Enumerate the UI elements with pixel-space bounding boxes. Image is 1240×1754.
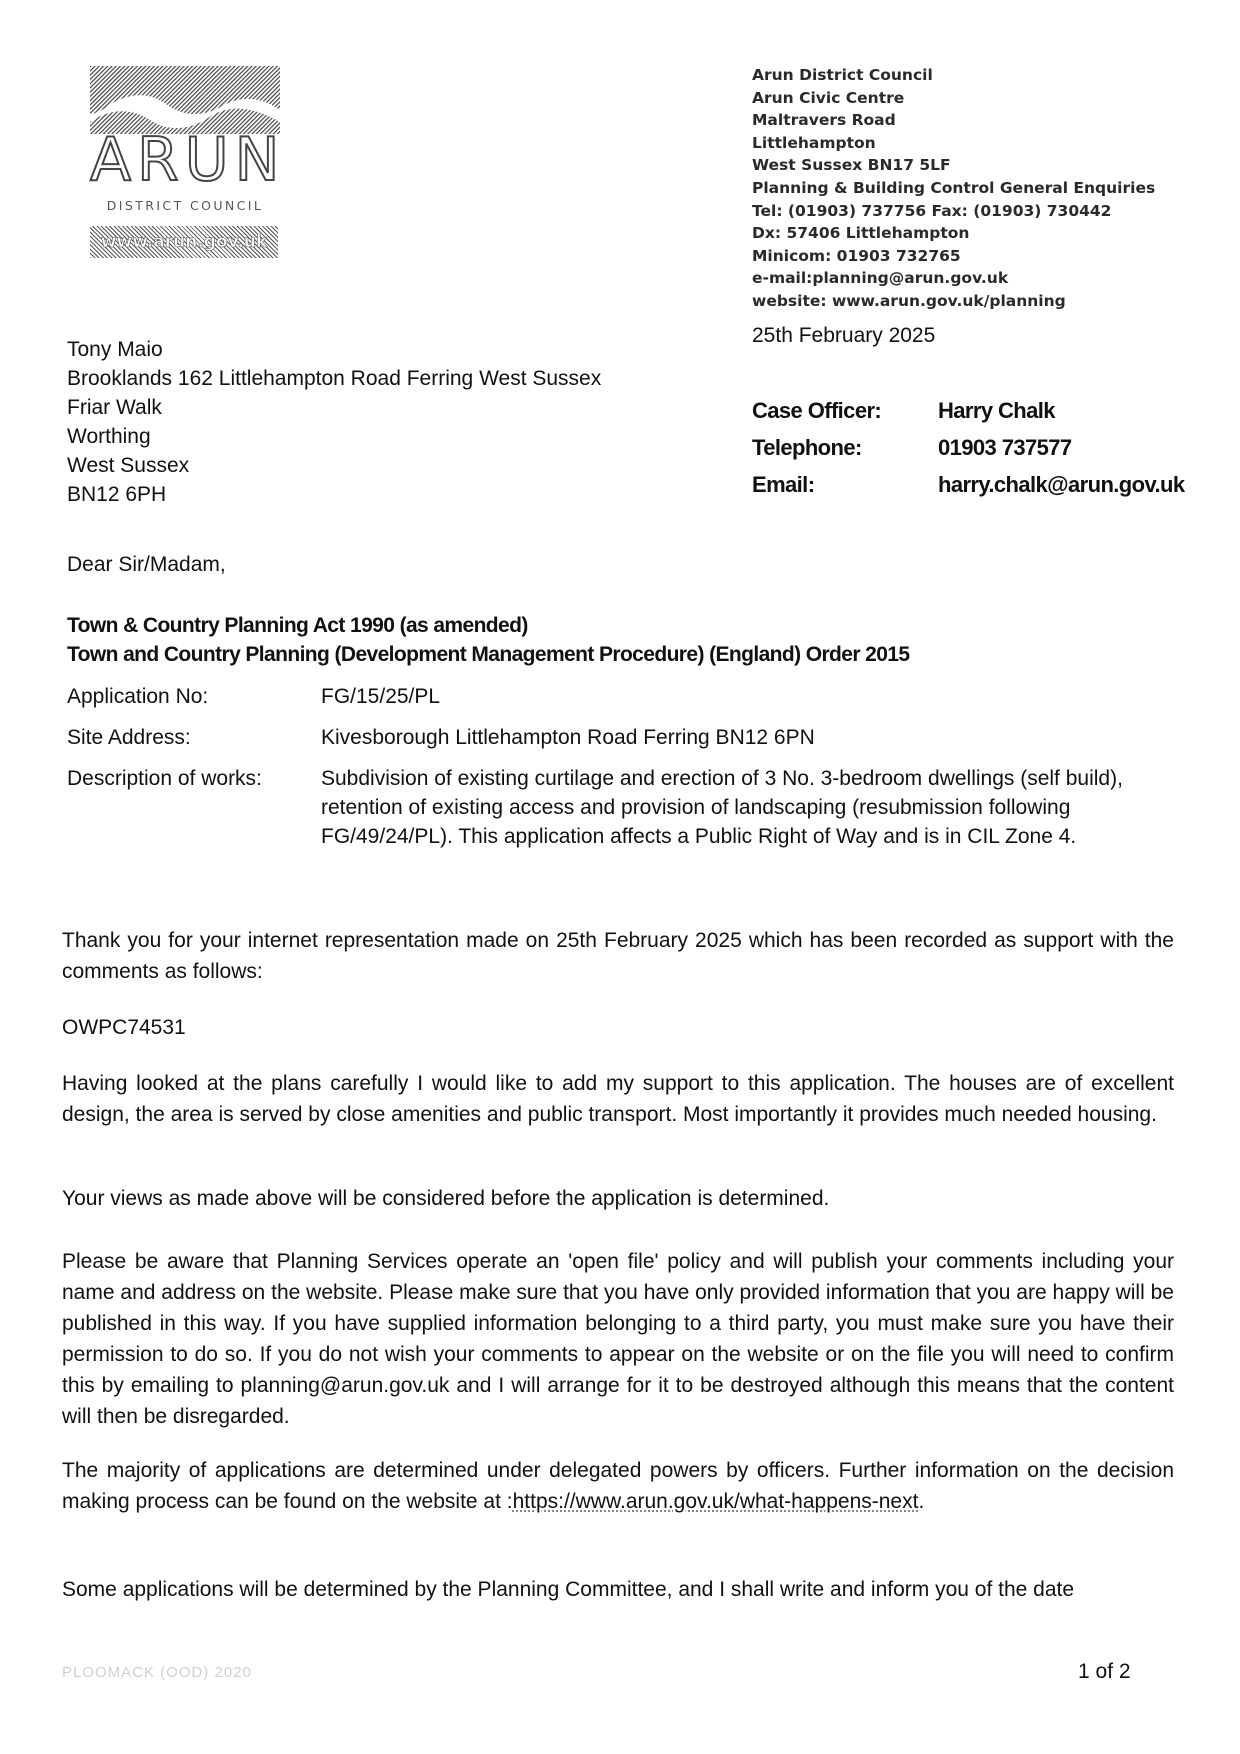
application-number-row <box>67 682 1177 711</box>
application-number-label: Application No: <box>67 685 209 708</box>
case-officer-name: Harry Chalk <box>938 398 1055 423</box>
application-details <box>67 682 1177 863</box>
council-address-line: Tel: (01903) 737756 Fax: (01903) 730442 <box>752 201 1112 220</box>
body-text: The majority of applications are determined under delegated powers by officers. Further information on the decision making process can be found on the website at : <box>62 1459 1174 1513</box>
logo-website-banner <box>90 226 278 258</box>
recipient-address-line: West Sussex <box>67 454 190 477</box>
council-address-line: Arun Civic Centre <box>752 88 905 107</box>
council-address-line: West Sussex BN17 5LF <box>752 156 951 175</box>
logo-subtitle: DISTRICT COUNCIL <box>106 198 264 213</box>
what-happens-next-link[interactable]: https://www.arun.gov.uk/what-happens-next <box>512 1490 919 1513</box>
body-text: . <box>918 1490 925 1513</box>
telephone-number: 01903 737577 <box>938 435 1072 460</box>
recipient-address-line: Friar Walk <box>67 396 162 419</box>
salutation: Dear Sir/Madam, <box>67 553 226 576</box>
body-paragraph: Thank you for your internet representation made on 25th February 2025 which has been recorded as support with the comments as follows: <box>62 929 1174 983</box>
email-address[interactable]: harry.chalk@arun.gov.uk <box>938 472 1185 497</box>
body-paragraph: Some applications will be determined by the Planning Committee, and I shall write and inform you of the date <box>62 1578 1075 1601</box>
body-paragraph: Please be aware that Planning Services operate an 'open file' policy and will publish your comments including your name and address on the website. Please make sure that you have only provided information that you are happy will be published in this way. If you have supplied information belonging to a third party, you must make sure you have their permission to do so. If you do not wish your comments to appear on the website or on the file you will need to confirm this by emailing to planning@arun.gov.uk and I will arrange for it to be destroyed although this means that the content will then be disregarded. <box>62 1250 1174 1428</box>
body-paragraph: Your views as made above will be considered before the application is determined. <box>62 1187 830 1210</box>
body-paragraph <box>62 1455 1174 1517</box>
council-logo <box>90 66 286 258</box>
council-address-line: Littlehampton <box>752 133 876 152</box>
comment-text: Having looked at the plans carefully I would like to add my support to this application. The houses are of excellent design, the area is served by close amenities and public transport. Most importantly it provides much needed housing. <box>62 1072 1174 1126</box>
recipient-name: Tony Maio <box>67 338 163 361</box>
council-address-block <box>752 64 1155 313</box>
site-address: Kivesborough Littlehampton Road Ferring BN12 6PN <box>321 726 815 749</box>
application-number: FG/15/25/PL <box>321 685 441 708</box>
act-heading-line: Town & Country Planning Act 1990 (as amended) <box>67 614 528 637</box>
recipient-postcode: BN12 6PH <box>67 483 167 506</box>
recipient-address-line: Brooklands 162 Littlehampton Road Ferring West Sussex <box>67 367 602 390</box>
description-of-works: Subdivision of existing curtilage and erection of 3 No. 3-bedroom dwellings (self build), retention of existing access and provision of landscaping (resubmission following FG/49/24/PL). This application affects a Public Right of Way and is in CIL Zone 4. <box>321 767 1123 848</box>
email-label: Email: <box>752 472 815 497</box>
recipient-address-line: Worthing <box>67 425 151 448</box>
council-address-line: Planning & Building Control General Enquiries <box>752 178 1156 197</box>
site-address-label: Site Address: <box>67 726 191 749</box>
description-row <box>67 764 1177 851</box>
comment-reference: OWPC74531 <box>62 1016 186 1039</box>
council-website-line[interactable]: website: www.arun.gov.uk/planning <box>752 291 1066 310</box>
act-heading-line: Town and Country Planning (Development Management Procedure) (England) Order 2015 <box>67 643 910 666</box>
letter-date: 25th February 2025 <box>752 324 936 347</box>
act-heading <box>67 611 909 669</box>
case-officer-label: Case Officer: <box>752 398 882 423</box>
logo-waves-graphic <box>90 66 280 134</box>
recipient-address-block <box>67 335 601 509</box>
footer-form-code: PLOOMACK (OOD) 2020 <box>62 1664 252 1681</box>
logo-website-text: www.arun.gov.uk <box>100 232 268 252</box>
council-email-line[interactable]: e-mail:planning@arun.gov.uk <box>752 269 1009 288</box>
site-address-row <box>67 723 1177 752</box>
council-address-line: Maltravers Road <box>752 111 896 130</box>
council-address-line: Arun District Council <box>752 66 933 84</box>
telephone-label: Telephone: <box>752 435 862 460</box>
page-number: 1 of 2 <box>1078 1660 1131 1683</box>
description-label: Description of works: <box>67 767 262 790</box>
logo-wordmark: ARUN <box>90 125 286 195</box>
council-address-line: Minicom: 01903 732765 <box>752 246 961 265</box>
council-address-line: Dx: 57406 Littlehampton <box>752 224 970 243</box>
